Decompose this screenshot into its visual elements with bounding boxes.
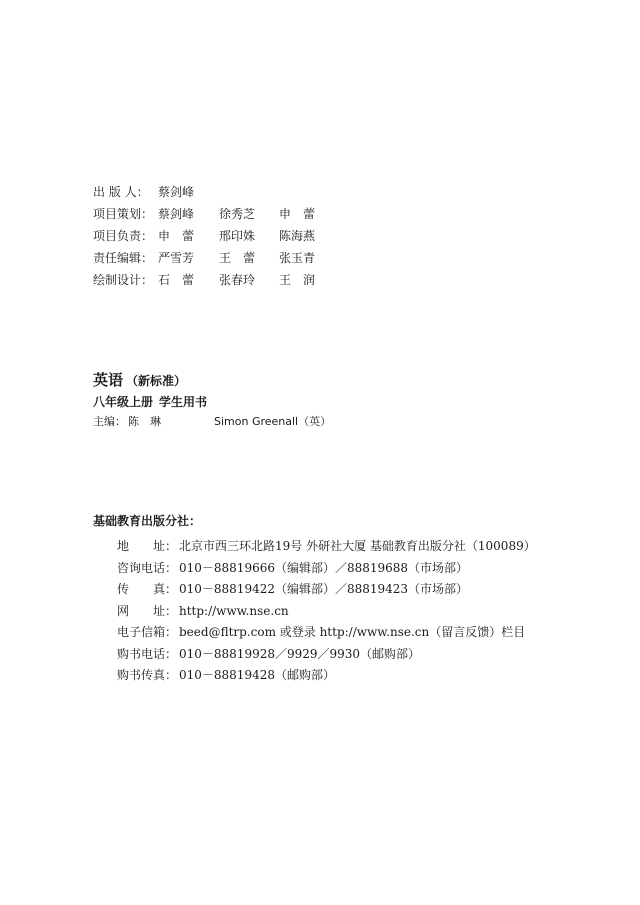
publisher-title: 基础教育出版分社：: [93, 514, 202, 528]
contact-row: [117, 558, 536, 580]
book-title: 英语: [93, 371, 124, 389]
credit-label: 项目负责：: [93, 229, 154, 243]
book-type: 学生用书: [159, 395, 208, 409]
credit-name: 蔡剑峰: [158, 207, 195, 221]
credit-name: 徐秀芝: [219, 207, 256, 221]
contact-label: 电子信箱：: [117, 625, 178, 639]
contact-value: beed@fltrp.com 或登录 http://www.nse.cn（留言反馈）栏目: [179, 625, 526, 639]
publisher-block: [93, 510, 536, 687]
credit-row: [93, 225, 315, 247]
contact-label: 网 址：: [117, 603, 178, 618]
contact-label: 购书电话：: [117, 646, 178, 661]
contact-value: 北京市西三环北路19号 外研社大厦 基础教育出版分社（100089）: [179, 539, 536, 553]
credits-block: [93, 181, 315, 291]
credit-name: 王 润: [279, 273, 316, 287]
contact-row: [117, 601, 536, 623]
contact-list: [117, 536, 536, 687]
chief-editor-cn: 陈 琳: [128, 415, 161, 428]
credit-row: [93, 269, 315, 291]
book-info-block: [93, 368, 331, 432]
credit-label: 责任编辑：: [93, 251, 154, 265]
credit-name: 申 蕾: [279, 207, 316, 221]
chief-editor-label: 主编：: [93, 415, 126, 428]
contact-value: 010－88819422（编辑部）／88819423（市场部）: [179, 582, 469, 596]
contact-label: 地 址：: [117, 539, 178, 553]
contact-value: http://www.nse.cn: [179, 603, 289, 618]
contact-row: [117, 622, 536, 644]
chief-editor-row: [93, 412, 331, 432]
book-subtitle: （新标准）: [126, 374, 187, 388]
credit-name: 石 蕾: [158, 273, 195, 287]
contact-label: 传 真：: [117, 582, 178, 596]
contact-row: [117, 579, 536, 601]
credit-label: 绘制设计：: [93, 273, 154, 287]
contact-row: [117, 536, 536, 558]
credit-row: [93, 181, 315, 203]
contact-label: 购书传真：: [117, 668, 178, 682]
credit-row: [93, 247, 315, 269]
contact-value: 010－88819928／9929／9930（邮购部）: [179, 646, 421, 661]
credit-name: 严雪芳: [158, 251, 195, 265]
credit-name: 陈海燕: [279, 229, 316, 243]
credit-label: 出 版 人：: [93, 185, 149, 199]
chief-editor-en: Simon Greenall（英）: [214, 415, 332, 428]
credit-label: 项目策划：: [93, 207, 154, 221]
contact-row: [117, 644, 536, 666]
credit-name: 王 蕾: [219, 251, 256, 265]
book-grade: 八年级上册: [93, 395, 154, 409]
book-title-row: [93, 368, 331, 392]
credit-name: 邢印姝: [219, 229, 256, 243]
contact-value: 010－88819666（编辑部）／88819688（市场部）: [179, 560, 469, 575]
credit-name: 张玉青: [279, 251, 316, 265]
contact-row: [117, 665, 536, 687]
credit-row: [93, 203, 315, 225]
credit-name: 张春玲: [219, 273, 256, 287]
credit-name: 申 蕾: [158, 229, 195, 243]
book-grade-row: [93, 392, 331, 412]
contact-value: 010－88819428（邮购部）: [179, 668, 335, 682]
contact-label: 咨询电话：: [117, 560, 178, 575]
credit-name: 蔡剑峰: [158, 185, 195, 199]
